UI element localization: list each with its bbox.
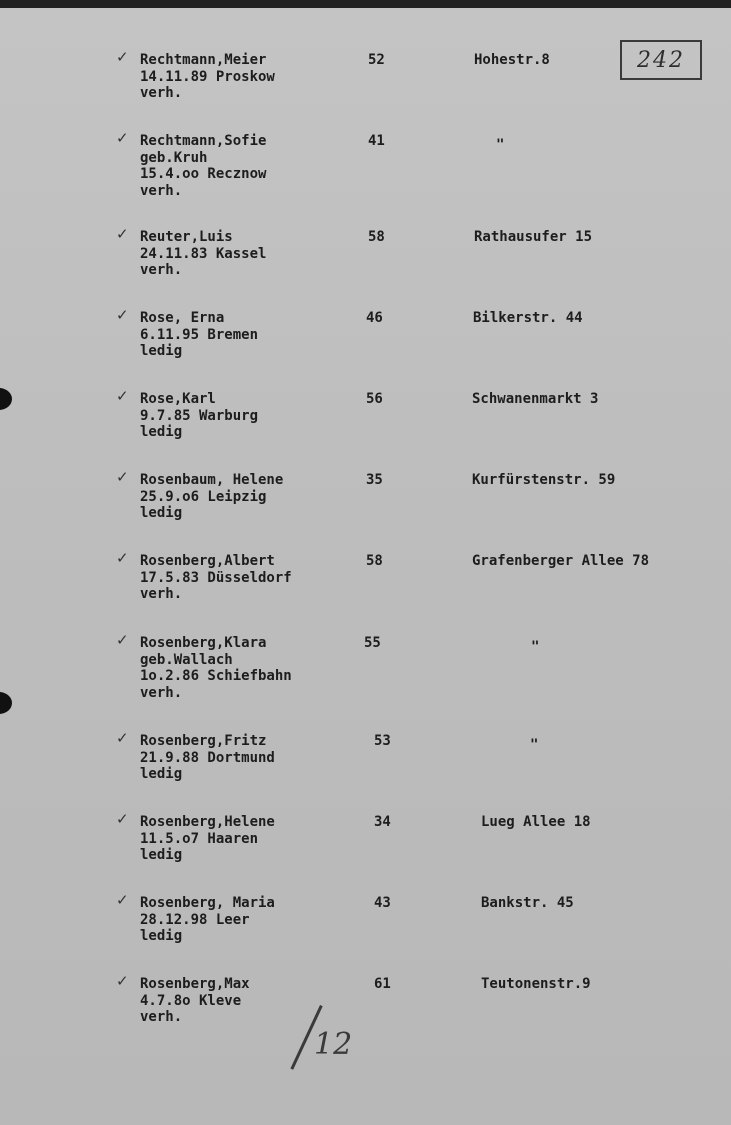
person-detail-line: ledig <box>140 766 183 782</box>
person-age: 58 <box>368 229 385 245</box>
person-details <box>140 976 250 1026</box>
person-details <box>140 733 275 783</box>
person-detail-line: ledig <box>140 928 183 944</box>
person-detail-line: verh. <box>140 586 183 602</box>
person-name: Rosenberg,Klara <box>140 635 267 651</box>
person-age: 58 <box>366 553 383 569</box>
person-detail-line: 24.11.83 Kassel <box>140 245 267 262</box>
checkmark-icon: ✓ <box>116 631 129 649</box>
person-details <box>140 895 275 945</box>
person-address: Kurfürstenstr. 59 <box>472 472 616 488</box>
person-address: Grafenberger Allee 78 <box>472 553 650 569</box>
person-details <box>140 814 275 864</box>
person-details <box>140 133 266 199</box>
person-detail-line: ledig <box>140 424 183 440</box>
person-age: 55 <box>364 635 381 651</box>
person-name: Rosenberg,Albert <box>140 553 275 569</box>
person-name: Rosenberg,Max <box>140 976 250 992</box>
checkmark-icon: ✓ <box>116 129 129 147</box>
person-detail-line: 21.9.88 Dortmund <box>140 749 275 766</box>
checkmark-icon: ✓ <box>116 306 129 324</box>
person-detail-line: 9.7.85 Warburg <box>140 407 259 424</box>
punch-hole <box>0 388 12 410</box>
person-detail-line: geb.Wallach <box>140 651 233 668</box>
punch-hole <box>0 692 12 714</box>
person-detail-line: verh. <box>140 85 183 101</box>
person-age: 35 <box>366 472 383 488</box>
person-detail-line: 28.12.98 Leer <box>140 911 250 928</box>
person-address: Schwanenmarkt 3 <box>472 391 599 407</box>
person-details <box>140 310 258 360</box>
page-number-box <box>620 40 702 80</box>
person-name: Rosenberg,Fritz <box>140 733 267 749</box>
scan-top-edge <box>0 0 731 8</box>
person-detail-line: 14.11.89 Proskow <box>140 68 275 85</box>
person-detail-line: verh. <box>140 262 183 278</box>
person-details <box>140 553 292 603</box>
person-address: Teutonenstr.9 <box>481 976 591 992</box>
footer-handwritten-mark <box>292 1005 352 1085</box>
checkmark-icon: ✓ <box>116 549 129 567</box>
person-age: 46 <box>366 310 383 326</box>
person-detail-line: 17.5.83 Düsseldorf <box>140 569 292 586</box>
person-details <box>140 635 292 701</box>
checkmark-icon: ✓ <box>116 891 129 909</box>
person-address: " <box>530 737 539 753</box>
person-details <box>140 391 258 441</box>
person-detail-line: geb.Kruh <box>140 149 208 166</box>
person-detail-line: 25.9.o6 Leipzig <box>140 488 267 505</box>
footer-number: 12 <box>314 1027 353 1062</box>
person-address: Bankstr. 45 <box>481 895 574 911</box>
person-detail-line: verh. <box>140 684 183 701</box>
person-address: Lueg Allee 18 <box>481 814 591 830</box>
person-detail-line: 4.7.8o Kleve <box>140 992 242 1009</box>
person-detail-line: 11.5.o7 Haaren <box>140 830 259 847</box>
person-name: Rose,Karl <box>140 391 216 407</box>
person-detail-line: verh. <box>140 182 183 199</box>
person-address: Bilkerstr. 44 <box>473 310 583 326</box>
person-age: 53 <box>374 733 391 749</box>
person-address: " <box>496 137 505 153</box>
person-name: Rosenbaum, Helene <box>140 472 284 488</box>
person-age: 41 <box>368 133 385 149</box>
checkmark-icon: ✓ <box>116 225 129 243</box>
person-detail-line: ledig <box>140 847 183 863</box>
person-address: " <box>531 639 540 655</box>
person-details <box>140 229 266 279</box>
person-detail-line: ledig <box>140 505 183 521</box>
person-name: Reuter,Luis <box>140 229 233 245</box>
checkmark-icon: ✓ <box>116 729 129 747</box>
page-number: 242 <box>637 47 685 73</box>
person-name: Rosenberg,Helene <box>140 814 275 830</box>
checkmark-icon: ✓ <box>116 48 129 66</box>
person-address: Rathausufer 15 <box>474 229 593 245</box>
person-detail-line: verh. <box>140 1009 183 1025</box>
person-age: 43 <box>374 895 391 911</box>
person-age: 61 <box>374 976 391 992</box>
person-name: Rechtmann,Sofie <box>140 133 267 149</box>
checkmark-icon: ✓ <box>116 387 129 405</box>
person-detail-line: 6.11.95 Bremen <box>140 326 259 343</box>
checkmark-icon: ✓ <box>116 972 129 990</box>
person-address: Hohestr.8 <box>474 52 550 68</box>
person-detail-line: 15.4.oo Recznow <box>140 166 267 182</box>
person-age: 34 <box>374 814 391 830</box>
person-age: 52 <box>368 52 385 68</box>
person-age: 56 <box>366 391 383 407</box>
person-details <box>140 472 283 522</box>
person-name: Rechtmann,Meier <box>140 52 267 68</box>
person-details <box>140 52 275 102</box>
person-name: Rosenberg, Maria <box>140 895 275 911</box>
checkmark-icon: ✓ <box>116 810 129 828</box>
person-detail-line: ledig <box>140 343 183 359</box>
person-detail-line: 1o.2.86 Schiefbahn <box>140 668 292 684</box>
person-name: Rose, Erna <box>140 310 225 326</box>
checkmark-icon: ✓ <box>116 468 129 486</box>
